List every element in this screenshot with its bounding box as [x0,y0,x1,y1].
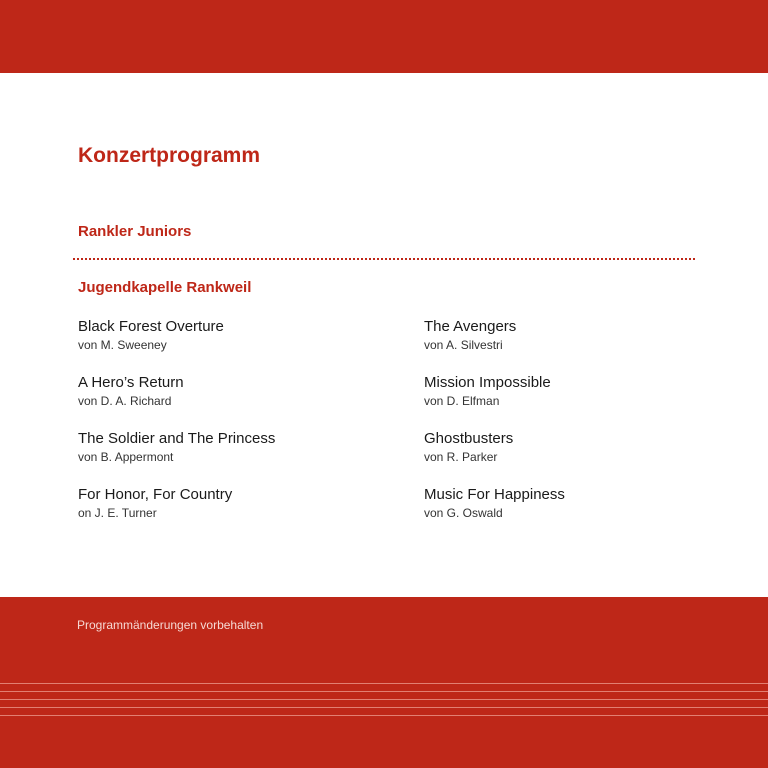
program-column-left [78,317,398,541]
program-item [424,373,744,429]
piece-title: Ghostbusters [424,430,514,447]
footer-band [0,597,768,768]
header-band [0,0,768,73]
program-item [78,485,398,541]
piece-title: The Soldier and The Princess [78,430,276,447]
page-title: Konzertprogramm [78,144,261,167]
piece-composer: on J. E. Turner [78,506,157,520]
staff-line [0,707,768,708]
program-item [78,373,398,429]
piece-title: A Hero’s Return [78,374,184,391]
piece-title: The Avengers [424,318,517,335]
program-item [424,485,744,541]
piece-composer: von B. Appermont [78,450,174,464]
program-item [78,317,398,373]
staff-line [0,683,768,684]
piece-composer: von D. A. Richard [78,394,172,408]
section-heading-rankler-juniors: Rankler Juniors [78,223,192,240]
staff-line [0,691,768,692]
staff-line [0,715,768,716]
piece-title: Mission Impossible [424,374,551,391]
piece-composer: von G. Oswald [424,506,503,520]
piece-title: Black Forest Overture [78,318,224,335]
staff-line [0,699,768,700]
piece-composer: von R. Parker [424,450,498,464]
program-item [78,429,398,485]
footer-note: Programmänderungen vorbehalten [77,618,264,632]
program-item [424,317,744,373]
piece-title: Music For Happiness [424,486,565,503]
dotted-divider [73,258,695,260]
piece-composer: von M. Sweeney [78,338,167,352]
piece-composer: von D. Elfman [424,394,500,408]
program-item [424,429,744,485]
program-column-right [424,317,744,541]
piece-title: For Honor, For Country [78,486,233,503]
program-content [0,73,768,597]
piece-composer: von A. Silvestri [424,338,503,352]
section-heading-jugendkapelle: Jugendkapelle Rankweil [78,279,252,296]
